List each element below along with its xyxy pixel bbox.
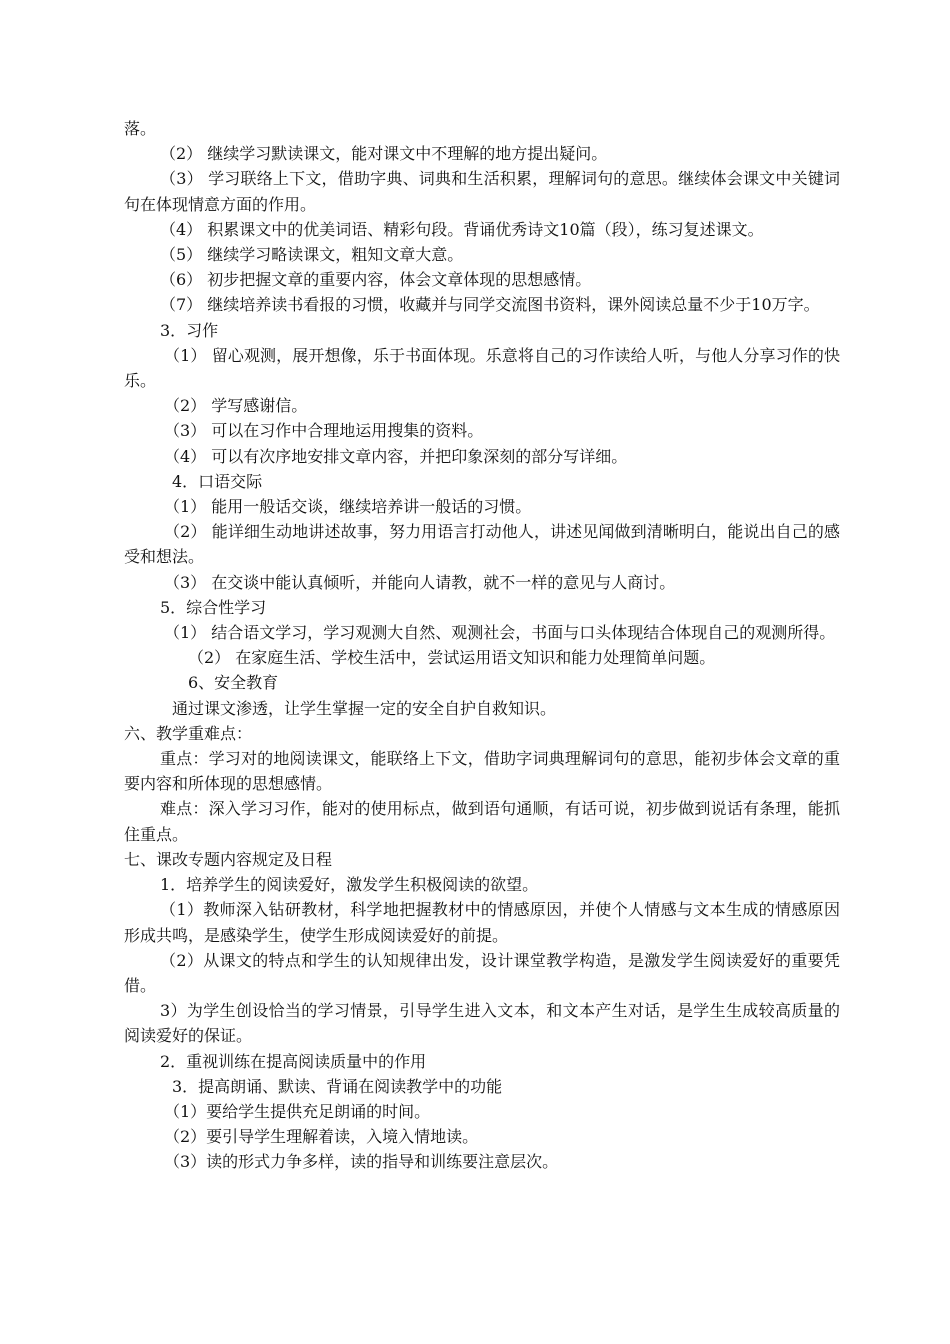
paragraph: （3）读的形式力争多样，读的指导和训练要注意层次。 — [164, 1152, 559, 1172]
paragraph: （2） 学写感谢信。 — [164, 396, 308, 416]
paragraph: （1） 能用一般话交谈，继续培养讲一般话的习惯。 — [164, 497, 532, 517]
paragraph: （1） 结合语文学习，学习观测大自然、观测社会，书面与口头体现结合体现自己的观测所得。 — [164, 623, 836, 643]
paragraph: 3．习作 — [160, 320, 219, 340]
paragraph: （2）要引导学生理解着读，入境入情地读。 — [164, 1127, 479, 1147]
paragraph: （2）从课文的特点和学生的认知规律出发，设计课堂教学构造，是激发学生阅读爱好的重要凭借。 — [124, 950, 840, 995]
paragraph: 1．培养学生的阅读爱好，激发学生积极阅读的欲望。 — [160, 875, 539, 895]
paragraph: （2） 在家庭生活、学校生活中，尝试运用语文知识和能力处理简单问题。 — [188, 648, 716, 668]
paragraph: 3）为学生创设恰当的学习情景，引导学生进入文本，和文本产生对话，是学生生成较高质量的阅读爱好的保证。 — [124, 1001, 840, 1046]
paragraph: 七、课改专题内容规定及日程 — [124, 849, 333, 869]
paragraph: 通过课文渗透，让学生掌握一定的安全自护自救知识。 — [172, 698, 557, 718]
paragraph: （3） 可以在习作中合理地运用搜集的资料。 — [164, 421, 484, 441]
paragraph: （4） 积累课文中的优美词语、精彩句段。背诵优秀诗文10篇（段），练习复述课文。 — [160, 219, 764, 239]
paragraph: 5．综合性学习 — [160, 597, 267, 617]
paragraph: （2） 能详细生动地讲述故事，努力用语言打动他人，讲述见闻做到清晰明白，能说出自己的感受和想法。 — [124, 522, 840, 567]
paragraph: （3） 学习联络上下文，借助字典、词典和生活积累，理解词句的意思。继续体会课文中关键词句在体现情意方面的作用。 — [124, 169, 840, 214]
paragraph: 难点：深入学习习作，能对的使用标点，做到语句通顺，有话可说，初步做到说话有条理，能抓住重点。 — [124, 799, 840, 844]
paragraph: 重点：学习对的地阅读课文，能联络上下文，借助字词典理解词句的意思，能初步体会文章的重要内容和所体现的思想感情。 — [124, 749, 840, 794]
paragraph: （4） 可以有次序地安排文章内容，并把印象深刻的部分写详细。 — [164, 446, 628, 466]
paragraph: （1）教师深入钻研教材，科学地把握教材中的情感原因，并使个人情感与文本生成的情感原因形成共鸣，是感染学生，使学生形成阅读爱好的前提。 — [124, 900, 840, 945]
paragraph: 4．口语交际 — [172, 471, 263, 491]
paragraph: 2．重视训练在提高阅读质量中的作用 — [160, 1051, 427, 1071]
document-body — [124, 116, 840, 1175]
paragraph: （5） 继续学习略读课文，粗知文章大意。 — [160, 245, 464, 265]
paragraph: （1）要给学生提供充足朗诵的时间。 — [164, 1101, 431, 1121]
paragraph: （1） 留心观测，展开想像，乐于书面体现。乐意将自己的习作读给人听，与他人分享习作的快乐。 — [124, 345, 840, 391]
paragraph: （2） 继续学习默读课文，能对课文中不理解的地方提出疑问。 — [160, 144, 608, 164]
paragraph: 落。 — [124, 119, 157, 138]
paragraph: （7） 继续培养读书看报的习惯，收藏并与同学交流图书资料，课外阅读总量不少于10万字。 — [160, 295, 820, 315]
paragraph: （3） 在交谈中能认真倾听，并能向人请教，就不一样的意见与人商讨。 — [164, 572, 676, 592]
paragraph: 6、安全教育 — [188, 673, 279, 693]
paragraph: 六、教学重难点： — [124, 723, 253, 743]
paragraph: （6） 初步把握文章的重要内容，体会文章体现的思想感情。 — [160, 270, 592, 290]
paragraph: 3．提高朗诵、默读、背诵在阅读教学中的功能 — [172, 1076, 503, 1096]
